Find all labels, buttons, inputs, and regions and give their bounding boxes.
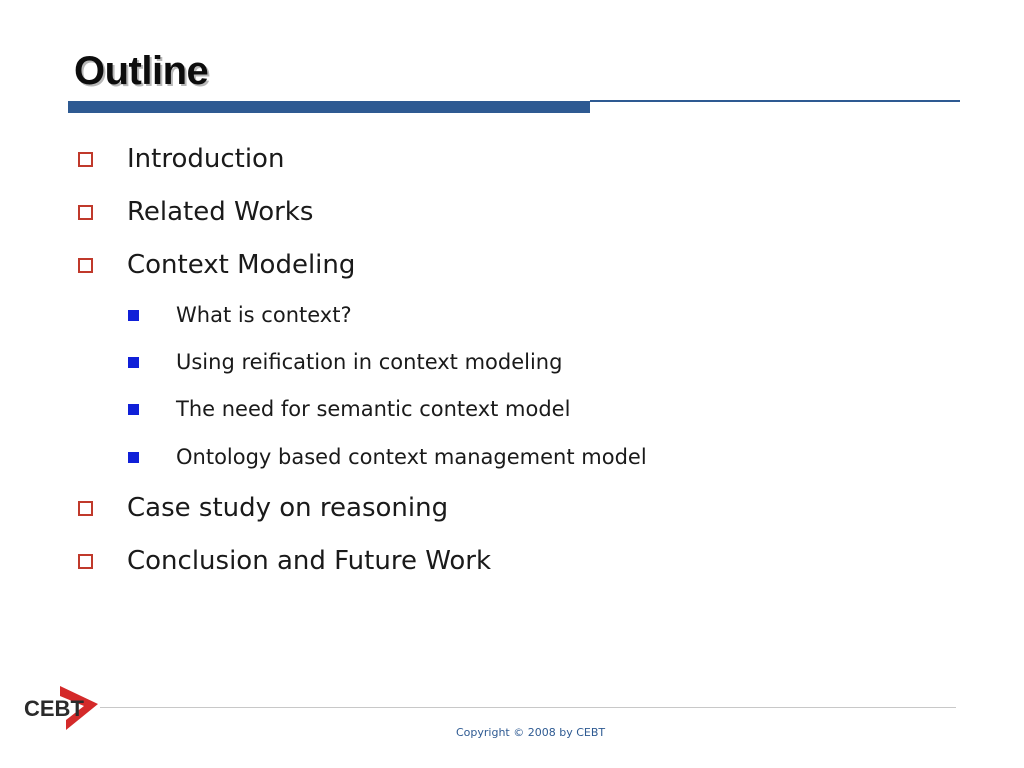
outline-item-label: Case study on reasoning: [127, 493, 449, 523]
outline-subitem-reification: [128, 348, 562, 376]
outline-item-related-works: [78, 196, 313, 228]
outline-subitem-semantic-model: [128, 395, 570, 423]
open-square-bullet-icon: [78, 205, 93, 220]
title-underline-bar: [68, 101, 590, 113]
open-square-bullet-icon: [78, 152, 93, 167]
slide-title: Outline: [74, 49, 209, 93]
outline-subitem-label: Using reification in context modeling: [176, 350, 563, 374]
footer-divider: [100, 707, 956, 708]
filled-square-bullet-icon: [128, 357, 139, 368]
filled-square-bullet-icon: [128, 452, 139, 463]
open-square-bullet-icon: [78, 258, 93, 273]
outline-subitem-label: Ontology based context management model: [176, 445, 647, 469]
outline-subitem-label: The need for semantic context model: [176, 397, 571, 421]
filled-square-bullet-icon: [128, 404, 139, 415]
outline-item-label: Context Modeling: [127, 250, 356, 280]
logo-wordmark: CEBT: [24, 696, 84, 721]
outline-item-context-modeling: [78, 249, 355, 281]
cebt-logo: [24, 682, 100, 732]
outline-subitem-what-is-context: [128, 301, 352, 329]
outline-item-introduction: [78, 143, 284, 175]
outline-item-label: Conclusion and Future Work: [127, 546, 492, 576]
open-square-bullet-icon: [78, 554, 93, 569]
outline-item-label: Related Works: [127, 197, 314, 227]
copyright-text: Copyright © 2008 by CEBT: [456, 726, 606, 739]
outline-item-case-study: [78, 492, 448, 524]
outline-subitem-ontology-model: [128, 443, 647, 471]
title-underline-rule: [590, 100, 960, 102]
open-square-bullet-icon: [78, 501, 93, 516]
outline-item-label: Introduction: [127, 144, 285, 174]
outline-item-conclusion: [78, 545, 491, 577]
outline-subitem-label: What is context?: [176, 303, 352, 327]
filled-square-bullet-icon: [128, 310, 139, 321]
